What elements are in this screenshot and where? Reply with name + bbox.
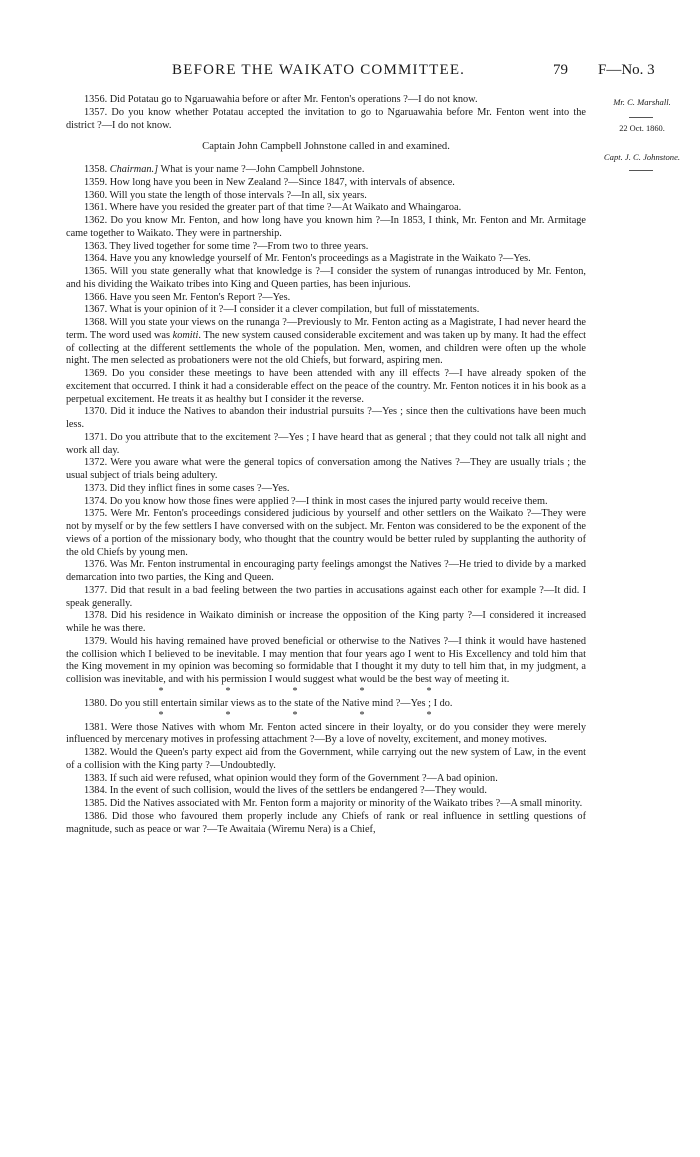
evidence-paragraph: 1363. They lived together for some time ?—From two to three years. [84,240,369,252]
evidence-paragraph: 1376. Was Mr. Fenton instrumental in encouraging party feelings amongst the Natives ?—He tried to divide by a marked demarcation into two parties, the King and Queen. [66,559,586,583]
evidence-paragraph: 1375. Were Mr. Fenton's proceedings considered judicious by yourself and other settlers on the Waikato ?—They were not by myself or by the few settlers I have conversed with on the subject. Mr. Fenton was considered to be the exponent of the views of a portion of the missionary body, who thought that the country would be better ruled by supplanting the authority of the old Chiefs by young men. [66,508,586,558]
evidence-paragraph: 1379. Would his having remained have proved beneficial or otherwise to the Natives ?—I think it would have hastened the collision which I believed to be inevitable. I may mention that four years ago I went to His Excellency and told him that the King movement in my opinion was becoming so formidable that I thought it my duty to tell him that, in my judgment, a collision was inevitable, and with his permission I would suggest what would be the best way of meeting it. [66,635,586,685]
page-header [0,62,700,82]
margin-rule [629,117,653,118]
speaker-label: Chairman.] [109,164,159,175]
evidence-paragraph: 1364. Have you any knowledge yourself of Mr. Fenton's proceedings as a Magistrate in the Waikato ?—Yes. [84,253,531,265]
omission-stars: ***** [158,709,494,721]
evidence-text [66,94,586,836]
evidence-paragraph: 1356. Did Potatau go to Ngaruawahia before or after Mr. Fenton's operations ?—I do not know. [84,94,478,105]
evidence-paragraph: 1359. How long have you been in New Zealand ?—Since 1847, with intervals of absence. [84,176,455,188]
evidence-paragraph: 1369. Do you consider these meetings to have been attended with any ill effects ?—I have already spoken of the excitement that occurred. I think it had a considerable effect on the peace of the country. Mr. Fenton notices it in his book as a perpetual excitement. He treats it as healthy but I consider it the reverse. [66,368,586,405]
evidence-paragraph: 1357. Do you know whether Potatau accepted the invitation to go to Ngaruawahia before Mr. Fenton went into the district ?—I do not know. [66,106,586,131]
omission-stars: ***** [158,685,494,697]
document-number: F—No. 3 [598,62,655,78]
evidence-paragraph: 1384. In the event of such collision, would the lives of the settlers be endangered ?—They would. [84,785,487,797]
evidence-paragraph: 1367. What is your opinion of it ?—I consider it a clever compilation, but full of misstatements. [84,304,480,316]
evidence-paragraph: 1362. Do you know Mr. Fenton, and how long have you known him ?—In 1853, I think, Mr. Fenton and Mr. Armitage came together to Waikato. They were in partnership. [66,215,586,239]
margin-note-witness-marshall: Mr. C. Marshall. [613,97,671,107]
page-title: BEFORE THE WAIKATO COMMITTEE. [172,62,466,78]
margin-note-date: 22 Oct. 1860. [619,124,665,133]
evidence-paragraph: 1385. Did the Natives associated with Mr. Fenton form a majority or minority of the Waikato tribes ?—A small minority. [84,798,583,809]
evidence-paragraph: 1371. Do you attribute that to the excitement ?—Yes ; I have heard that as general ; that they could not talk all night and work all day. [66,431,586,456]
evidence-paragraph: 1377. Did that result in a bad feeling between the two parties in accusations against each other for example ?—It did. I speak generally. [66,584,586,609]
evidence-paragraph: 1374. Do you know how those fines were applied ?—I think in most cases the injured party would receive them. [84,495,548,507]
evidence-paragraph: 1368. Will you state your views on the runanga ?—Previously to Mr. Fenton acting as a Magistrate, I had never heard the term. The word used was komiti. The new system caused considerable excitement and was taken up by many. It had the effect of collecting at the different settlements the whole of the population. Men, women, and children were often up the whole night. The men selected as probationers were not the old Chiefs, but forward, aspiring men. [66,317,586,367]
evidence-paragraph: 1382. Would the Queen's party expect aid from the Government, while carrying out the new system of Law, in the event of a collision with the King party ?—Undoubtedly. [66,747,586,771]
evidence-paragraph: 1365. Will you state generally what that knowledge is ?—I consider the system of runangas introduced by Mr. Fenton, and his dividing the Waikato tribes into King and Queen parties, has been injurious. [66,266,586,290]
evidence-paragraph: 1366. Have you seen Mr. Fenton's Report ?—Yes. [84,291,291,303]
italic-term: komiti [172,329,199,341]
evidence-paragraph: 1372. Were you aware what were the general topics of conversation among the Natives ?—They are usually trials ; the usual subject of trials being adultery. [66,457,586,481]
page-number: 79 [553,62,568,78]
evidence-paragraph: 1383. If such aid were refused, what opinion would they form of the Government ?—A bad opinion. [84,772,498,784]
margin-note-witness-johnstone: Capt. J. C. Johnstone. [603,152,681,162]
evidence-paragraph: 1378. Did his residence in Waikato diminish or increase the opposition of the King party ?—I considered it increased while he was there. [66,610,586,634]
evidence-paragraph: 1361. Where have you resided the greater part of that time ?—At Waikato and Whaingaroa. [84,202,462,214]
evidence-paragraph: 1381. Were those Natives with whom Mr. Fenton acted sincere in their loyalty, or do you consider they were merely influenced by mercenary motives in professing attachment ?—By a love of novelty, excitement, and money motives. [66,721,586,746]
margin-rule [629,170,653,171]
evidence-paragraph: 1380. Do you still entertain similar views as to the state of the Native mind ?—Yes ; I do. [84,697,453,709]
evidence-paragraph: 1386. Did those who favoured them properly include any Chiefs of rank or real influence in settling questions of magnitude, such as peace or war ?—Te Awaitaia (Wiremu Nera) is a Chief, [66,810,586,835]
section-heading: Captain John Campbell Johnstone called in and examined. [202,141,450,153]
evidence-paragraph: 1373. Did they inflict fines in some cases ?—Yes. [84,482,290,494]
evidence-paragraph: 1370. Did it induce the Natives to abandon their industrial pursuits ?—Yes ; since then the cultivations have been much less. [66,406,586,430]
evidence-paragraph: 1360. Will you state the length of those intervals ?—In all, six years. [84,189,367,201]
evidence-paragraph: 1358. Chairman.] What is your name ?—John Campbell Johnstone. [84,164,365,175]
